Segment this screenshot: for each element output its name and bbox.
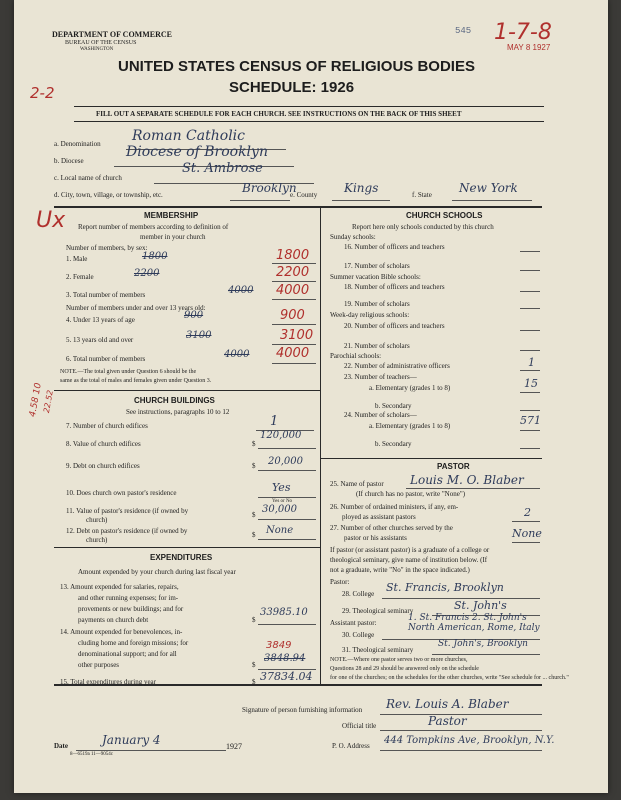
q4-value: 900 <box>280 308 305 323</box>
q23a-label: a. Elementary (grades 1 to 8) <box>369 384 451 392</box>
q15-label: 15. Total expenditures during year <box>60 678 156 686</box>
official-title-value: Pastor <box>428 714 467 728</box>
q13-label-3: provements or new buildings; and for <box>78 605 184 613</box>
q9-label: 9. Debt on church edifices <box>66 462 140 470</box>
buildings-header: CHURCH BUILDINGS <box>134 396 215 405</box>
q3-value: 4000 <box>276 283 310 298</box>
sunday-schools-label: Sunday schools: <box>330 233 376 241</box>
q26-label: 26. Number of ordained ministers, if any, em- <box>330 503 459 511</box>
department-label: DEPARTMENT OF COMMERCE <box>52 30 173 39</box>
q6-label: 6. Total number of members <box>66 355 146 363</box>
q14-label-4: other purposes <box>78 661 120 669</box>
q23b-label: b. Secondary <box>375 402 412 410</box>
q28-label: 28. College <box>342 590 375 598</box>
city-label: d. City, town, village, or township, etc. <box>54 191 163 199</box>
handwritten-check-mark: Ux <box>36 208 66 233</box>
q7-value: 1 <box>270 414 279 429</box>
expenditures-intro: Amount expended by your church during last fiscal year <box>78 568 236 576</box>
q2-value: 2200 <box>276 265 310 280</box>
form-number: 8—6519a 11—9054c <box>70 752 114 757</box>
q12-label-2: church) <box>86 536 108 544</box>
denomination-label: a. Denomination <box>54 140 101 148</box>
q2-label: 2. Female <box>66 273 94 281</box>
q26-label-2: ployed as assistant pastors <box>342 513 416 521</box>
q12-dollar: $ <box>252 531 256 539</box>
q24a-value: 571 <box>520 414 541 427</box>
q14-corrected-value: 3849 <box>266 640 292 651</box>
q1-label: 1. Male <box>66 255 88 263</box>
signature-label: Signature of person furnishing information <box>242 706 363 714</box>
q4-crossed-value: 900 <box>184 310 204 321</box>
q30-value: North American, Rome, Italy <box>408 623 540 633</box>
q9-dollar: $ <box>252 462 256 470</box>
q6-crossed-value: 4000 <box>224 349 250 360</box>
q10-label: 10. Does church own pastor's residence <box>66 489 177 497</box>
city-value: Brooklyn <box>242 181 297 195</box>
q11-label: 11. Value of pastor's residence (if owned by <box>66 507 189 515</box>
q14-label-2: cluding home and foreign missions; for <box>78 639 189 647</box>
q13-label: 13. Amount expended for salaries, repairs, <box>60 583 179 591</box>
q23-label: 23. Number of teachers— <box>344 373 417 381</box>
state-label: f. State <box>412 191 432 199</box>
handwritten-code: 2-2 <box>30 84 55 102</box>
q22-value: 1 <box>528 356 535 369</box>
q2-crossed-value: 2200 <box>134 268 160 279</box>
margin-note-1: 4.58 10 <box>28 382 44 418</box>
q29-label: 29. Theological seminary <box>342 607 414 615</box>
diocese-value: Diocese of Brooklyn <box>126 144 268 160</box>
q12-value: None <box>266 525 294 536</box>
county-label: e. County <box>290 191 318 199</box>
vacation-schools-label: Summer vacation Bible schools: <box>330 273 421 281</box>
q6-value: 4000 <box>276 346 310 361</box>
assistant-pastor-label: Assistant pastor: <box>330 619 377 627</box>
q8-value: 120,000 <box>260 430 302 441</box>
q1-value: 1800 <box>276 248 310 263</box>
received-date-stamp: MAY 8 1927 <box>507 43 551 52</box>
q14-value: 3848.94 <box>264 653 306 664</box>
address-value: 444 Tompkins Ave, Brooklyn, N.Y. <box>384 735 555 746</box>
pastor-header: PASTOR <box>437 462 470 471</box>
q27-label: 27. Number of other churches served by the <box>330 524 453 532</box>
q8-dollar: $ <box>252 440 256 448</box>
graduate-note-2: theological seminary, give name of institution below. (If <box>330 556 488 564</box>
q14-label: 14. Amount expended for benevolences, in- <box>60 628 183 636</box>
q24-label: 24. Number of scholars— <box>344 411 417 419</box>
q22-label: 22. Number of administrative officers <box>344 362 450 370</box>
q15-dollar: $ <box>252 678 256 686</box>
q27-value: None <box>512 527 542 540</box>
pastor-note: NOTE.—Where one pastor serves two or more churches, <box>330 657 468 663</box>
q23a-value: 15 <box>524 377 538 390</box>
q9-value: 20,000 <box>268 456 303 467</box>
q13-dollar: $ <box>252 616 256 624</box>
q4-label: 4. Under 13 years of age <box>66 316 135 324</box>
q15-value: 37834.04 <box>260 670 313 683</box>
denomination-value: Roman Catholic <box>132 128 245 144</box>
weekday-schools-label: Week-day religious schools: <box>330 311 410 319</box>
margin-note-2: 22.52 <box>42 389 55 414</box>
address-label: P. O. Address <box>332 742 370 750</box>
q1-crossed-value: 1800 <box>142 251 168 262</box>
yes-no-hint: Yes or No <box>272 499 293 504</box>
membership-intro-2: member in your church <box>140 233 206 241</box>
pastor-sub-label: Pastor: <box>330 578 350 586</box>
assistant-pastor-value: 1. St. Francis 2. St. John's <box>408 613 527 623</box>
q13-label-2: and other running expenses; for im- <box>78 594 179 602</box>
q27-label-2: pastor or his assistants <box>344 534 407 542</box>
q12-label: 12. Debt on pastor's residence (if owned by <box>66 527 188 535</box>
q5-crossed-value: 3100 <box>186 330 212 341</box>
membership-intro: Report number of members according to definition of <box>78 223 229 231</box>
expenditures-header: EXPENDITURES <box>150 553 213 562</box>
county-value: Kings <box>344 181 379 195</box>
q14-label-3: denominational support; and for all <box>78 650 177 658</box>
q18-label: 18. Number of officers and teachers <box>344 283 445 291</box>
q28-value: St. Francis, Brooklyn <box>386 581 504 594</box>
q20-label: 20. Number of officers and teachers <box>344 322 445 330</box>
handwritten-number-top: 1-7-8 <box>494 20 552 45</box>
q19-label: 19. Number of scholars <box>344 300 410 308</box>
state-value: New York <box>459 181 518 195</box>
q5-label: 5. 13 years old and over <box>66 336 134 344</box>
q21-label: 21. Number of scholars <box>344 342 410 350</box>
church-name-value: St. Ambrose <box>182 161 263 176</box>
census-form <box>14 0 608 793</box>
instructions-line: FILL OUT A SEPARATE SCHEDULE FOR EACH CHURCH. SEE INSTRUCTIONS ON THE BACK OF THIS SHEET <box>96 110 462 118</box>
q29-value: St. John's <box>454 599 507 612</box>
official-title-label: Official title <box>342 722 377 730</box>
q26-value: 2 <box>524 506 531 519</box>
age-label: Number of members under and over 13 years old: <box>66 304 206 312</box>
q13-value: 33985.10 <box>260 607 308 618</box>
buildings-instructions: See instructions, paragraphs 10 to 12 <box>126 408 230 416</box>
pastor-note-2: Questions 28 and 29 should be answered only on the schedule <box>330 666 479 672</box>
q14-dollar: $ <box>252 661 256 669</box>
graduate-note-3: not a graduate, write "No" in the space indicated.) <box>330 566 470 574</box>
date-value: January 4 <box>102 733 161 747</box>
diocese-label: b. Diocese <box>54 157 84 165</box>
membership-header: MEMBERSHIP <box>144 211 199 220</box>
schools-intro: Report here only schools conducted by this church <box>352 223 494 231</box>
parochial-schools-label: Parochial schools: <box>330 352 382 360</box>
washington-label: WASHINGTON <box>80 47 114 52</box>
q8-label: 8. Value of church edifices <box>66 440 141 448</box>
date-label: Date <box>54 742 68 750</box>
q17-label: 17. Number of scholars <box>344 262 410 270</box>
q16-label: 16. Number of officers and teachers <box>344 243 445 251</box>
stamp-number: 545 <box>455 26 472 36</box>
membership-note: NOTE.—The total given under Question 6 should be the <box>60 369 197 375</box>
q11-dollar: $ <box>252 511 256 519</box>
by-sex-label: Number of members, by sex: <box>66 244 148 252</box>
q13-label-4: payments on church debt <box>78 616 149 624</box>
q3-crossed-value: 4000 <box>228 285 254 296</box>
q11-value: 30,000 <box>262 504 297 515</box>
church-name-label: c. Local name of church <box>54 174 122 182</box>
pastor-note-3: for one of the churches; on the schedules for the other churches, write "See schedule for ... church." <box>330 675 569 681</box>
schedule-title: SCHEDULE: 1926 <box>229 79 355 96</box>
q11-label-2: church) <box>86 516 108 524</box>
signature-value: Rev. Louis A. Blaber <box>386 697 509 711</box>
q31-label: 31. Theological seminary <box>342 646 414 654</box>
q25-value: Louis M. O. Blaber <box>410 473 524 487</box>
membership-note-2: same as the total of males and females given under Question 3. <box>60 378 212 384</box>
q10-value: Yes <box>272 481 291 494</box>
q5-value: 3100 <box>280 328 314 343</box>
schools-header: CHURCH SCHOOLS <box>406 211 483 220</box>
graduate-note: If pastor (or assistant pastor) is a graduate of a college or <box>330 546 490 554</box>
q25-label: 25. Name of pastor <box>330 480 384 488</box>
year-value: 1927 <box>226 742 242 751</box>
q25-hint: (If church has no pastor, write "None") <box>356 490 466 498</box>
q24b-label: b. Secondary <box>375 440 412 448</box>
q3-label: 3. Total number of members <box>66 291 146 299</box>
q7-label: 7. Number of church edifices <box>66 422 148 430</box>
bureau-label: BUREAU OF THE CENSUS <box>65 40 137 46</box>
q31-value: St. John's, Brooklyn <box>438 639 528 649</box>
q24a-label: a. Elementary (grades 1 to 8) <box>369 422 451 430</box>
form-title: UNITED STATES CENSUS OF RELIGIOUS BODIES <box>118 58 475 75</box>
q30-label: 30. College <box>342 631 375 639</box>
